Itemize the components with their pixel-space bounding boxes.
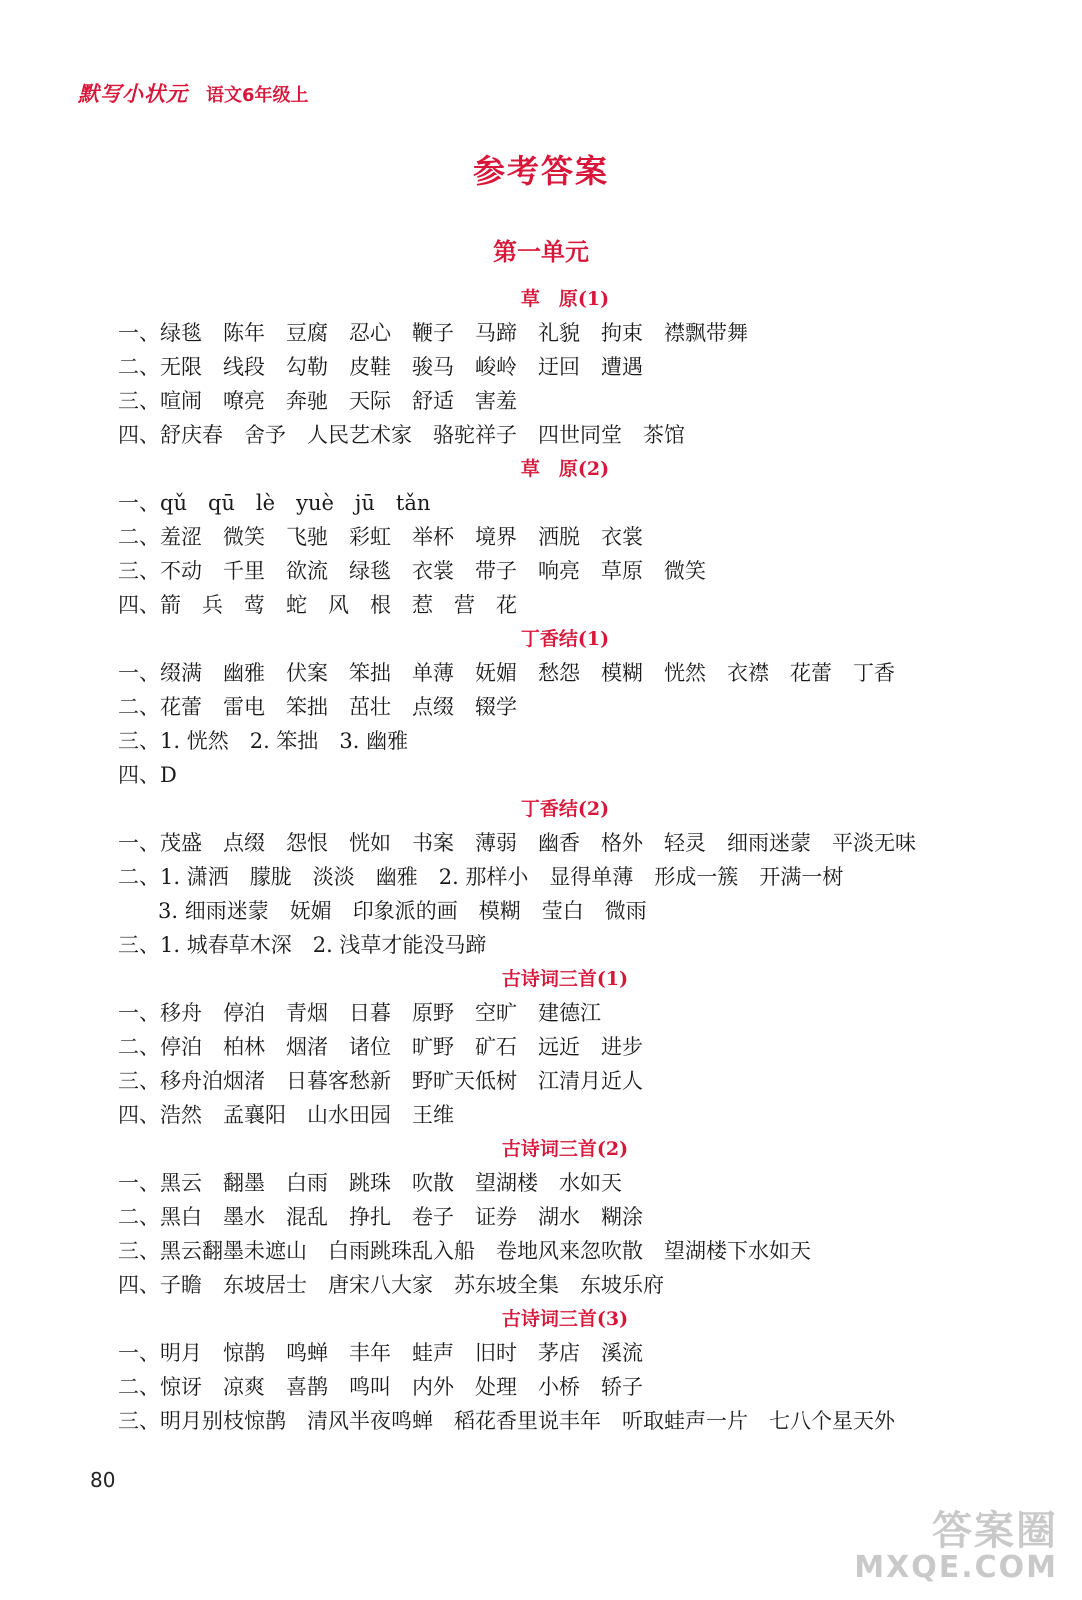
answer-line: 二、花蕾 雷电 笨拙 茁壮 点缀 辍学 (118, 695, 517, 719)
answer-line: 四、箭 兵 莺 蛇 风 根 惹 营 花 (118, 593, 517, 617)
answer-line: 二、黑白 墨水 混乱 挣扎 卷子 证券 湖水 糊涂 (118, 1205, 643, 1229)
answer-line: 二、惊讶 凉爽 喜鹊 鸣叫 内外 处理 小桥 轿子 (118, 1375, 643, 1399)
answer-line: 二、羞涩 微笑 飞驰 彩虹 举杯 境界 洒脱 衣裳 (118, 525, 643, 549)
watermark-url: MXQE.COM (854, 1550, 1058, 1585)
lesson-title: 丁香结(1) (520, 628, 610, 650)
answer-line: 一、缀满 幽雅 伏案 笨拙 单薄 妩媚 愁怨 模糊 恍然 衣襟 花蕾 丁香 (118, 661, 895, 685)
answer-line: 三、移舟泊烟渚 日暮客愁新 野旷天低树 江清月近人 (118, 1069, 643, 1093)
answer-line: 二、1. 潇洒 朦胧 淡淡 幽雅 2. 那样小 显得单薄 形成一簇 开满一树 (118, 865, 844, 889)
answer-line: 四、子瞻 东坡居士 唐宋八大家 苏东坡全集 东坡乐府 (118, 1273, 664, 1297)
answer-line: 一、移舟 停泊 青烟 日暮 原野 空旷 建德江 (118, 1001, 601, 1025)
answer-line: 一、绿毯 陈年 豆腐 忍心 鞭子 马蹄 礼貌 拘束 襟飘带舞 (118, 321, 748, 345)
lesson-title: 古诗词三首(3) (501, 1308, 629, 1330)
answer-line: 一、qǔ qū lè yuè jū tǎn (118, 491, 431, 515)
answer-line: 一、黑云 翻墨 白雨 跳珠 吹散 望湖楼 水如天 (118, 1171, 622, 1195)
answer-line: 一、明月 惊鹊 鸣蝉 丰年 蛙声 旧时 茅店 溪流 (118, 1341, 643, 1365)
answer-line: 三、黑云翻墨未遮山 白雨跳珠乱入船 卷地风来忽吹散 望湖楼下水如天 (118, 1239, 811, 1263)
lesson-title: 草 原(1) (520, 288, 610, 310)
page-title: 参考答案 (472, 152, 609, 190)
answer-line: 一、茂盛 点缀 怨恨 恍如 书案 薄弱 幽香 格外 轻灵 细雨迷蒙 平淡无味 (118, 831, 916, 855)
answer-line: 四、D (118, 763, 177, 787)
page-header (78, 78, 309, 108)
watermark (854, 1510, 1058, 1584)
watermark-logo: 答案圈 (932, 1508, 1058, 1554)
book-subject: 语文6年级上 (206, 85, 309, 106)
answer-line: 3. 细雨迷蒙 妩媚 印象派的画 模糊 莹白 微雨 (158, 899, 647, 923)
answer-line: 四、浩然 孟襄阳 山水田园 王维 (118, 1103, 454, 1127)
answer-line: 三、不动 千里 欲流 绿毯 衣裳 带子 响亮 草原 微笑 (118, 559, 706, 583)
lesson-title: 丁香结(2) (520, 798, 610, 820)
book-brand: 默写小状元 (78, 82, 188, 106)
unit-title: 第一单元 (493, 237, 589, 266)
answer-line: 二、无限 线段 勾勒 皮鞋 骏马 峻岭 迂回 遭遇 (118, 355, 643, 379)
answer-line: 三、明月别枝惊鹊 清风半夜鸣蝉 稻花香里说丰年 听取蛙声一片 七八个星天外 (118, 1409, 895, 1433)
answer-line: 三、喧闹 嘹亮 奔驰 天际 舒适 害羞 (118, 389, 517, 413)
page-number: 80 (90, 1468, 116, 1492)
answer-line: 四、舒庆春 舍予 人民艺术家 骆驼祥子 四世同堂 茶馆 (118, 423, 685, 447)
lesson-title: 草 原(2) (520, 458, 610, 480)
answer-content (118, 282, 1018, 1438)
answer-line: 三、1. 恍然 2. 笨拙 3. 幽雅 (118, 729, 409, 753)
lesson-title: 古诗词三首(2) (501, 1138, 629, 1160)
lesson-title: 古诗词三首(1) (501, 968, 629, 990)
answer-line: 三、1. 城春草木深 2. 浅草才能没马蹄 (118, 933, 487, 957)
answer-line: 二、停泊 柏林 烟渚 诸位 旷野 矿石 远近 进步 (118, 1035, 643, 1059)
